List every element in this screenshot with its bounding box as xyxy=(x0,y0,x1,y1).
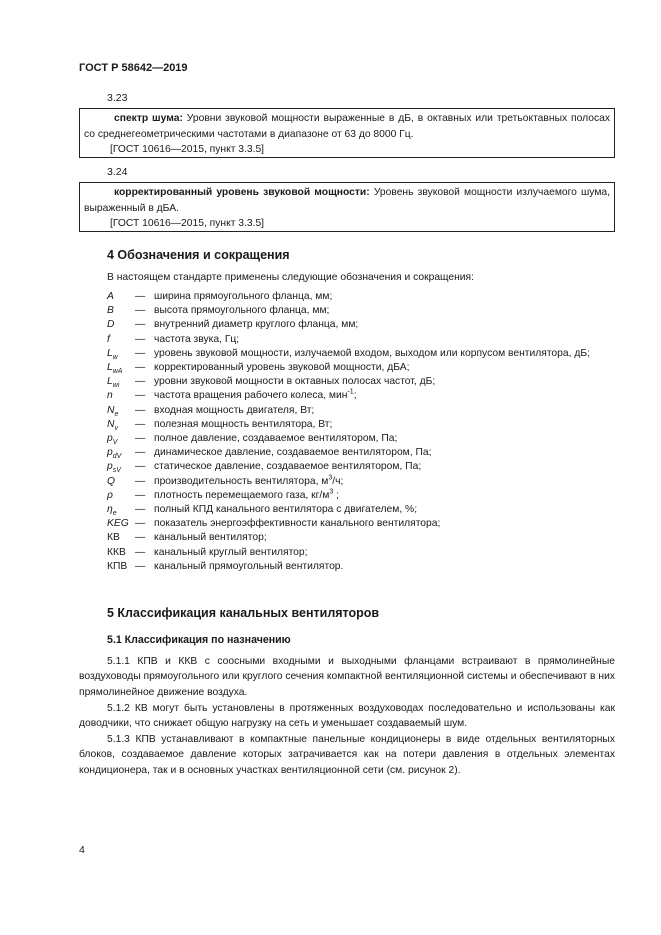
symbol-description: канальный прямоугольный вентилятор. xyxy=(154,560,344,572)
symbol: $N_e$ xyxy=(107,404,119,418)
symbol-row xyxy=(107,418,617,432)
section-4-title: 4 Обозначения и сокращения xyxy=(107,248,290,262)
symbol: $p_{sV}$ xyxy=(107,461,121,475)
symbol-dash: — xyxy=(135,291,146,302)
symbol-description: производительность вентилятора, $м^3/ч$; xyxy=(154,474,344,487)
symbol-dash: — xyxy=(135,532,146,544)
symbol-dash: — xyxy=(135,433,146,445)
section-4-intro: В настоящем стандарте применены следующие обозначения и сокращения: xyxy=(107,272,474,283)
page-number: 4 xyxy=(79,844,85,856)
section-5-title: 5 Классификация канальных вентиляторов xyxy=(107,606,380,620)
symbol-dash: — xyxy=(135,560,146,572)
symbol-dash: — xyxy=(135,390,146,402)
symbol-row xyxy=(107,546,617,560)
symbol-description: частота звука, Гц; xyxy=(154,333,240,345)
symbol-row xyxy=(107,489,617,503)
term-title: корректированный уровень звуковой мощности: xyxy=(114,187,370,198)
term-definition: Уровни звуковой мощности выраженные в дБ, в октавных или третьоктавных полосах со среднегеометрическими частотами в диапазоне от 63 до 8000 Гц. xyxy=(84,113,610,140)
symbol-dash: — xyxy=(135,489,146,501)
symbol-dash: — xyxy=(135,305,146,317)
symbol-description: канальный вентилятор; xyxy=(154,532,267,544)
symbol-description: частота вращения рабочего колеса, мин$^{-1}$; xyxy=(154,389,357,402)
symbol: Q xyxy=(107,475,116,487)
symbol-row xyxy=(107,446,617,460)
symbol: $\eta_e$ xyxy=(107,504,117,518)
symbol: $L_w$ xyxy=(107,347,118,361)
symbol-dash: — xyxy=(135,504,146,516)
symbol: ρ xyxy=(107,489,113,501)
symbol-dash: — xyxy=(135,333,146,345)
paragraph-5-1-3: 5.1.3 КПВ устанавливают в компактные панельные кондиционеры в виде отдельных вентиляторных блоков, создаваемое давление которых затрачивается как на потери давления в отдельных элементах кондиционера, так и в основных участках вентиляционной сети (см. рисунок 2). xyxy=(79,734,615,776)
symbol-dash: — xyxy=(135,461,146,473)
symbol-dash: — xyxy=(135,362,146,374)
symbol: KEG xyxy=(107,518,129,530)
term-box xyxy=(79,182,615,232)
paragraph-5-1-1: 5.1.1 КПВ и ККВ с соосными входными и выходными фланцами встраивают в прямолинейные воздуховоды прямоугольного или круглого сечения компактной вентиляционной системы и обеспечивают в них прямолинейное движение воздуха. xyxy=(79,656,615,698)
symbol-row xyxy=(107,560,617,574)
symbol-description: показатель энергоэффективности канального вентилятора; xyxy=(154,518,441,530)
symbol-row xyxy=(107,375,617,389)
symbol: $L_{wi}$ xyxy=(107,376,120,390)
symbol-description: полное давление, создаваемое вентилятором, Па; xyxy=(154,433,398,445)
symbol: f xyxy=(107,333,110,345)
symbol-description: уровни звуковой мощности в октавных полосах частот, дБ; xyxy=(154,376,436,388)
symbol-description: уровень звуковой мощности, излучаемой входом, выходом или корпусом вентилятора, дБ; xyxy=(154,347,590,359)
symbols-list xyxy=(107,290,617,574)
symbol-dash: — xyxy=(135,418,146,430)
symbol: D xyxy=(107,319,115,331)
symbol-dash: — xyxy=(135,404,146,416)
symbol-dash: — xyxy=(135,319,146,331)
symbol-row xyxy=(107,333,617,347)
term-number: 3.23 xyxy=(107,92,128,104)
symbol-description: динамическое давление, создаваемое вентилятором, Па; xyxy=(154,447,432,459)
symbol-row xyxy=(107,318,617,332)
symbol-description: полезная мощность вентилятора, Вт; xyxy=(154,418,333,430)
symbol: B xyxy=(107,305,114,317)
term-reference: [ГОСТ 10616—2015, пункт 3.3.5] xyxy=(110,144,265,155)
paragraph-5-1-2: 5.1.2 КВ могут быть установлены в протяженных воздуховодах последовательно и использованы как доводчики, что снижает общую нагрузку на сеть и уменьшает создаваемый шум. xyxy=(79,703,615,730)
symbol-row xyxy=(107,290,617,304)
term-definition: Уровень звуковой мощности излучаемого шума, выраженный в дБА. xyxy=(84,187,610,214)
term-box xyxy=(79,108,615,158)
symbol: $p_V$ xyxy=(107,433,118,447)
symbol-row xyxy=(107,517,617,531)
symbol-dash: — xyxy=(135,376,146,388)
symbol-dash: — xyxy=(135,347,146,359)
symbol-description: полный КПД канального вентилятора с двигателем, %; xyxy=(154,504,418,516)
term-title: спектр шума: xyxy=(114,113,183,124)
symbol-row xyxy=(107,404,617,418)
symbol: ККВ xyxy=(107,546,126,558)
symbol-dash: — xyxy=(135,546,146,558)
symbol: КВ xyxy=(107,532,120,544)
symbol: n xyxy=(107,390,113,402)
symbol-dash: — xyxy=(135,518,146,530)
symbol-row xyxy=(107,347,617,361)
symbol: $L_{wA}$ xyxy=(107,362,123,376)
symbol-description: плотность перемещаемого газа, $кг/м^3$ ; xyxy=(154,488,339,501)
subsection-5-1-title: 5.1 Классификация по назначению xyxy=(107,634,291,646)
term-reference: [ГОСТ 10616—2015, пункт 3.3.5] xyxy=(110,218,265,229)
symbol-row xyxy=(107,361,617,375)
symbol-row xyxy=(107,475,617,489)
symbol: $p_{dV}$ xyxy=(107,447,122,461)
document-header: ГОСТ Р 58642—2019 xyxy=(79,62,188,74)
term-number: 3.24 xyxy=(107,166,128,178)
symbol-description: статическое давление, создаваемое вентилятором, Па; xyxy=(154,461,422,473)
symbol-description: высота прямоугольного фланца, мм; xyxy=(154,305,330,317)
symbol-row xyxy=(107,460,617,474)
symbol-description: внутренний диаметр круглого фланца, мм; xyxy=(154,319,359,331)
symbol-row xyxy=(107,389,617,403)
symbol: A xyxy=(107,291,114,302)
symbol-dash: — xyxy=(135,475,146,487)
symbol-row xyxy=(107,503,617,517)
symbol-description: канальный круглый вентилятор; xyxy=(154,546,308,558)
symbol: КПВ xyxy=(107,560,128,572)
symbol-description: входная мощность двигателя, Вт; xyxy=(154,404,315,416)
symbol-row xyxy=(107,531,617,545)
symbol-row xyxy=(107,432,617,446)
symbol-dash: — xyxy=(135,447,146,459)
symbol-row xyxy=(107,304,617,318)
symbol-description: корректированный уровень звуковой мощности, дБА; xyxy=(154,362,410,374)
symbol-description: ширина прямоугольного фланца, мм; xyxy=(154,291,333,302)
symbol: $N_v$ xyxy=(107,418,118,432)
